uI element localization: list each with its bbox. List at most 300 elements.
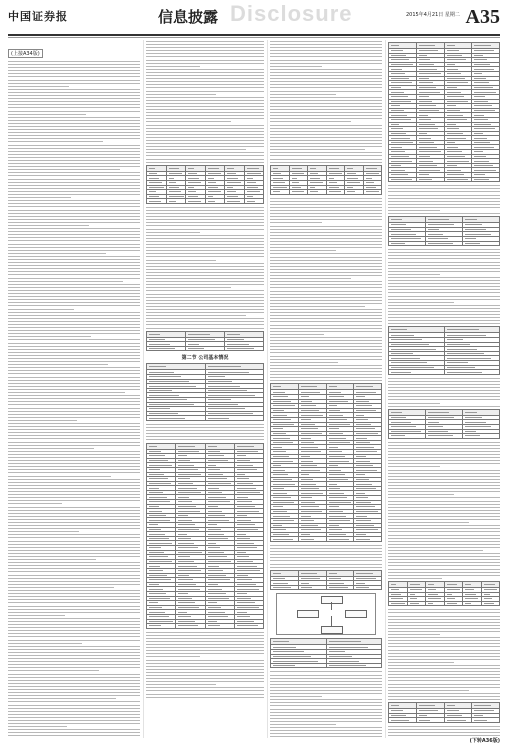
text-line	[388, 311, 500, 312]
cell-text	[178, 616, 191, 617]
text-line	[146, 125, 264, 126]
text-line	[270, 222, 322, 223]
text-line	[146, 152, 264, 153]
cell-text	[273, 573, 281, 574]
cell-text	[474, 87, 492, 88]
cell-text	[301, 539, 314, 540]
body-text	[146, 41, 264, 163]
text-line	[146, 112, 264, 113]
cell-text	[301, 520, 315, 521]
cell-text	[208, 469, 220, 470]
table-cell	[354, 537, 382, 542]
text-line	[8, 590, 140, 591]
text-line	[270, 75, 382, 76]
table-cell	[481, 601, 500, 606]
text-line	[8, 166, 140, 167]
cell-text	[428, 243, 453, 244]
text-line	[146, 675, 264, 676]
cell-text	[237, 612, 247, 613]
masthead	[8, 1, 500, 34]
cell-text	[391, 353, 413, 354]
cell-text	[356, 415, 364, 416]
text-line	[270, 198, 382, 199]
text-line	[388, 463, 500, 464]
cell-text	[208, 579, 231, 580]
table-cell	[463, 434, 500, 439]
org-chart	[276, 593, 376, 635]
cell-text	[329, 525, 339, 526]
cell-text	[356, 516, 367, 517]
cell-text	[391, 115, 407, 116]
text-line	[388, 317, 500, 318]
cell-text	[391, 179, 412, 180]
cell-text	[310, 173, 318, 174]
text-line	[388, 384, 500, 385]
text-line	[388, 690, 469, 691]
text-line	[8, 571, 140, 572]
text-line	[146, 632, 264, 633]
cell-text	[474, 96, 485, 97]
cell-text	[208, 575, 227, 576]
cell-text	[329, 493, 344, 494]
cell-text	[273, 451, 286, 452]
cell-text	[474, 124, 491, 125]
table-cell	[147, 416, 206, 421]
cell-text	[149, 182, 162, 183]
cell-text	[410, 594, 415, 595]
cell-text	[149, 538, 169, 539]
cell-text	[356, 405, 372, 406]
cell-text	[149, 478, 168, 479]
cell-text	[208, 538, 229, 539]
text-line	[8, 711, 140, 712]
cell-text	[329, 461, 349, 462]
cell-text	[465, 598, 478, 599]
cell-text	[447, 339, 463, 340]
cell-text	[301, 525, 318, 526]
text-line	[146, 222, 264, 223]
table-cell	[289, 190, 308, 195]
table-row	[271, 585, 382, 590]
cell-text	[237, 561, 253, 562]
cell-text	[391, 426, 416, 427]
cell-text	[329, 641, 361, 642]
text-line	[146, 241, 264, 242]
cell-text	[474, 55, 483, 56]
cell-text	[188, 339, 215, 340]
cell-text	[273, 456, 289, 457]
cell-text	[237, 552, 246, 553]
text-line	[270, 548, 382, 549]
cell-text	[447, 96, 465, 97]
cell-text	[474, 45, 491, 46]
text-line	[270, 545, 382, 546]
text-line	[8, 488, 140, 489]
cell-text	[273, 474, 288, 475]
text-line	[8, 633, 140, 634]
text-line	[270, 709, 382, 710]
text-line	[388, 286, 500, 287]
text-line	[270, 705, 382, 706]
cell-text	[391, 362, 427, 363]
text-line	[146, 684, 216, 685]
cell-text	[419, 78, 430, 79]
header-rule-thin	[8, 37, 500, 38]
text-line	[388, 684, 500, 685]
cell-text	[329, 647, 368, 648]
text-line	[8, 408, 140, 409]
text-line	[388, 280, 500, 281]
cell-text	[301, 516, 311, 517]
cell-text	[301, 405, 316, 406]
text-line	[270, 380, 382, 381]
cell-text	[247, 173, 261, 174]
cell-text	[149, 584, 159, 585]
text-line	[270, 675, 382, 676]
cell-text	[474, 78, 486, 79]
text-line	[146, 430, 264, 431]
cell-text	[329, 451, 342, 452]
cell-text	[273, 392, 285, 393]
table-cell	[463, 241, 500, 246]
cell-text	[292, 187, 302, 188]
cell-text	[474, 105, 492, 106]
cell-text	[310, 168, 316, 169]
cell-text	[273, 488, 284, 489]
cell-text	[428, 589, 436, 590]
cell-text	[208, 413, 253, 414]
data-table	[270, 165, 382, 195]
text-line	[8, 621, 140, 622]
cell-text	[149, 191, 156, 192]
cell-text	[474, 705, 491, 706]
cell-text	[419, 161, 433, 162]
cell-text	[356, 520, 370, 521]
cell-text	[208, 529, 221, 530]
text-line	[146, 694, 264, 695]
data-table	[388, 581, 500, 606]
text-line	[146, 47, 264, 48]
cell-text	[178, 511, 199, 512]
text-line	[270, 66, 322, 67]
cell-text	[391, 720, 409, 721]
body-text	[270, 41, 382, 163]
text-line	[146, 131, 264, 132]
cell-text	[273, 405, 295, 406]
text-line	[270, 269, 382, 270]
text-line	[270, 315, 382, 316]
text-line	[146, 207, 264, 208]
text-line	[388, 656, 500, 657]
table-cell	[389, 177, 417, 182]
text-line	[8, 179, 140, 180]
text-line	[270, 260, 382, 261]
cell-text	[356, 470, 376, 471]
text-line	[270, 115, 382, 116]
cell-text	[237, 616, 251, 617]
cell-text	[208, 598, 230, 599]
text-line	[270, 294, 382, 295]
cell-text	[391, 101, 411, 102]
cell-text	[329, 178, 335, 179]
text-line	[388, 501, 500, 502]
text-line	[8, 315, 140, 316]
cell-text	[237, 488, 256, 489]
text-line	[270, 352, 382, 353]
cell-text	[273, 428, 283, 429]
text-line	[8, 565, 140, 566]
text-line	[270, 72, 382, 73]
text-line	[8, 448, 94, 449]
text-line	[388, 466, 440, 467]
cell-text	[474, 142, 490, 143]
cell-text	[273, 502, 294, 503]
text-line	[8, 305, 140, 306]
cell-text	[273, 168, 278, 169]
text-line	[146, 97, 264, 98]
cell-text	[188, 178, 199, 179]
cell-text	[391, 50, 403, 51]
cell-text	[208, 602, 218, 603]
cell-text	[310, 187, 315, 188]
cell-text	[208, 372, 249, 373]
cell-text	[391, 329, 407, 330]
cell-text	[237, 621, 254, 622]
table-cell	[326, 190, 345, 195]
cell-text	[149, 593, 166, 594]
cell-text	[419, 165, 437, 166]
text-line	[8, 250, 140, 251]
cell-text	[474, 133, 483, 134]
cell-text	[419, 179, 433, 180]
text-line	[8, 643, 82, 644]
text-line	[146, 433, 264, 434]
cell-text	[208, 418, 229, 419]
cell-text	[419, 82, 433, 83]
text-line	[388, 299, 500, 300]
text-line	[146, 439, 264, 440]
cell-text	[149, 575, 167, 576]
cell-text	[237, 575, 249, 576]
cell-text	[474, 720, 486, 721]
cell-text	[301, 534, 310, 535]
text-line	[270, 727, 382, 728]
cell-text	[419, 705, 435, 706]
cell-text	[329, 182, 337, 183]
table-cell	[298, 537, 326, 542]
cell-text	[465, 234, 491, 235]
text-line	[270, 567, 382, 568]
text-line	[8, 426, 140, 427]
text-line	[8, 401, 140, 402]
cell-text	[410, 589, 423, 590]
text-line	[8, 386, 140, 387]
text-line	[8, 624, 140, 625]
cell-text	[356, 511, 378, 512]
text-line	[388, 541, 500, 542]
body-text	[146, 632, 264, 698]
cell-text	[301, 506, 319, 507]
table-cell	[244, 199, 264, 204]
text-line	[8, 274, 140, 275]
cell-text	[188, 334, 210, 335]
text-line	[270, 84, 382, 85]
text-line	[8, 237, 140, 238]
text-line	[8, 494, 140, 495]
cell-text	[178, 543, 194, 544]
cell-text	[149, 515, 166, 516]
text-line	[8, 698, 116, 699]
cell-text	[356, 578, 376, 579]
text-line	[8, 135, 140, 136]
table-cell	[308, 190, 327, 195]
table-cell	[205, 416, 264, 421]
text-line	[8, 423, 140, 424]
text-line	[388, 510, 500, 511]
text-line	[146, 294, 264, 295]
cell-text	[329, 665, 367, 666]
cell-text	[301, 438, 311, 439]
cell-text	[273, 493, 287, 494]
cell-text	[301, 465, 317, 466]
text-line	[146, 72, 264, 73]
cell-text	[237, 478, 249, 479]
cell-text	[419, 64, 434, 65]
text-line	[8, 145, 140, 146]
text-line	[8, 197, 71, 198]
cell-text	[149, 524, 158, 525]
text-line	[146, 660, 264, 661]
text-line	[8, 247, 140, 248]
cell-text	[391, 372, 411, 373]
text-line	[8, 559, 96, 560]
text-line	[146, 427, 264, 428]
cell-text	[149, 344, 170, 345]
text-line	[146, 50, 264, 51]
cell-text	[237, 460, 250, 461]
text-line	[388, 265, 500, 266]
cell-text	[356, 386, 373, 387]
cell-text	[208, 168, 219, 169]
cell-text	[149, 607, 162, 608]
cell-text	[273, 438, 290, 439]
text-line	[388, 252, 500, 253]
table-cell	[186, 346, 225, 351]
text-line	[388, 268, 500, 269]
cell-text	[356, 410, 375, 411]
text-line	[8, 141, 103, 142]
column-1	[8, 40, 140, 738]
text-line	[388, 696, 500, 697]
cell-text	[149, 474, 164, 475]
data-table	[146, 331, 264, 352]
body-text	[388, 249, 500, 324]
text-line	[8, 609, 140, 610]
text-line	[270, 100, 382, 101]
cell-text	[391, 412, 402, 413]
cell-text	[273, 433, 286, 434]
cell-text	[237, 584, 256, 585]
cell-text	[391, 92, 404, 93]
cell-text	[329, 415, 344, 416]
cell-text	[208, 593, 226, 594]
cell-text	[391, 224, 406, 225]
cell-text	[273, 651, 304, 652]
text-line	[388, 445, 500, 446]
text-line	[8, 556, 140, 557]
text-line	[270, 365, 382, 366]
text-line	[146, 653, 264, 654]
cell-text	[419, 142, 434, 143]
cell-text	[237, 547, 258, 548]
cell-text	[237, 529, 258, 530]
cell-text	[208, 515, 226, 516]
text-line	[388, 185, 500, 186]
table-cell	[416, 177, 444, 182]
cell-text	[208, 483, 231, 484]
text-line	[146, 328, 264, 329]
text-line	[8, 686, 140, 687]
cell-text	[419, 124, 435, 125]
cell-text	[391, 161, 412, 162]
text-line	[8, 476, 111, 477]
text-line	[8, 395, 140, 396]
cell-text	[484, 584, 495, 585]
text-line	[388, 494, 454, 495]
text-line	[8, 73, 140, 74]
cell-text	[447, 133, 463, 134]
text-line	[388, 188, 500, 189]
body-text	[270, 545, 382, 568]
text-line	[388, 195, 500, 196]
cell-text	[391, 234, 416, 235]
cell-text	[273, 583, 288, 584]
text-line	[270, 560, 382, 561]
text-line	[388, 473, 500, 474]
cell-text	[149, 506, 159, 507]
text-line	[270, 216, 382, 217]
cell-text	[149, 381, 189, 382]
cell-text	[301, 479, 313, 480]
text-line	[388, 213, 500, 214]
text-line	[270, 125, 382, 126]
text-line	[8, 355, 140, 356]
cell-text	[465, 219, 477, 220]
text-line	[8, 469, 140, 470]
text-line	[270, 152, 382, 153]
text-line	[146, 256, 264, 257]
text-line	[8, 343, 140, 344]
text-line	[388, 668, 500, 669]
cell-text	[329, 484, 337, 485]
cell-text	[474, 147, 494, 148]
text-line	[388, 497, 500, 498]
text-line	[270, 128, 382, 129]
text-line	[270, 291, 382, 292]
text-line	[146, 81, 264, 82]
cell-text	[149, 465, 172, 466]
cell-text	[419, 138, 431, 139]
text-line	[388, 522, 469, 523]
text-line	[8, 321, 140, 322]
table-cell	[166, 199, 186, 204]
text-line	[8, 729, 140, 730]
cell-text	[178, 524, 195, 525]
cell-text	[208, 625, 221, 626]
cell-text	[149, 196, 159, 197]
text-line	[8, 389, 140, 390]
cell-text	[208, 570, 223, 571]
